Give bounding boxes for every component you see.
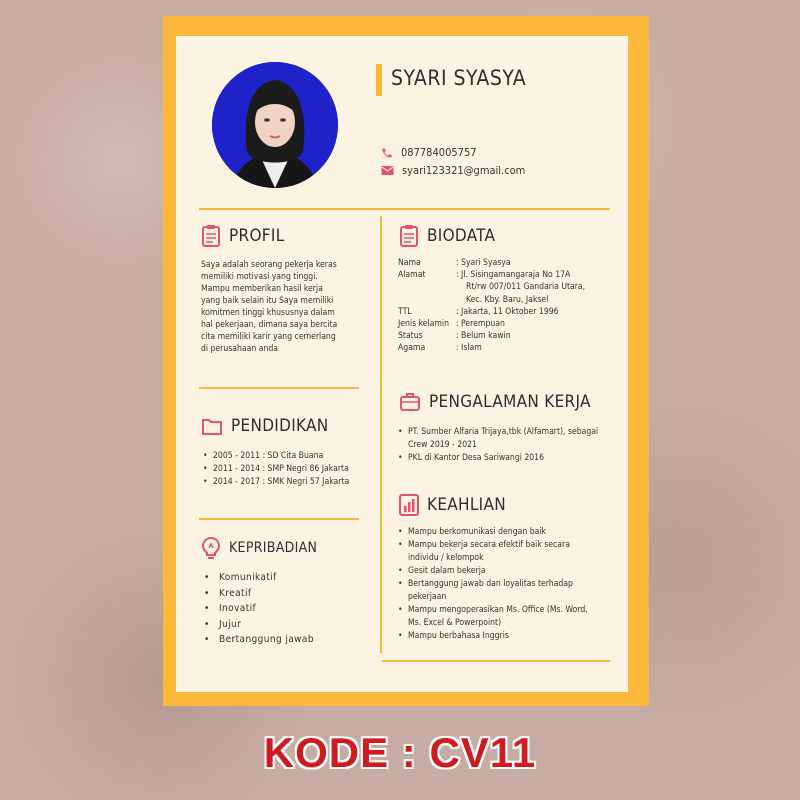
product-code: KODE : CV11 (263, 729, 537, 776)
email-contact (381, 164, 525, 177)
biodata-table (398, 257, 616, 355)
lightbulb-icon (201, 536, 221, 560)
section-kepribadian-title (201, 536, 317, 560)
section-pengalaman-title (399, 392, 591, 412)
biodata-value: : Jl. Sisingamangaraja No 17A (456, 270, 571, 281)
mail-icon (381, 165, 394, 176)
biodata-value: : Syari Syasya (456, 258, 511, 268)
biodata-key: Agama (398, 343, 426, 354)
profil-line: hal pekerjaan, dimana saya bercita (201, 320, 338, 330)
keahlian-list (398, 526, 603, 643)
profil-line: Mampu memberikan hasil kerja (201, 284, 323, 294)
name-accent-bar (376, 64, 382, 96)
biodata-value: : Perempuan (456, 319, 505, 330)
list-item: • PT. Sumber Alfaria Trijaya,tbk (Alfamart), sebagai Crew 2019 - 2021 (398, 426, 603, 452)
section-biodata-title (399, 224, 495, 248)
biodata-key: Alamat (398, 270, 426, 281)
biodata-row (398, 257, 616, 269)
phone-icon (381, 147, 393, 159)
briefcase-icon (399, 392, 421, 412)
biodata-row (398, 294, 616, 306)
biodata-key (398, 294, 456, 306)
list-item: • 2011 - 2014 : SMP Negri 86 Jakarta (203, 463, 378, 476)
footer-divider (382, 660, 610, 662)
biodata-value: Kec. Kby. Baru, Jaksel (466, 294, 549, 305)
profil-line: komitmen tinggi khususnya dalam (201, 308, 335, 318)
profil-heading: PROFIL (229, 226, 285, 246)
profil-text (201, 259, 376, 355)
pendidikan-divider (199, 518, 359, 520)
kepribadian-list (204, 570, 374, 648)
section-profil-title (201, 224, 285, 248)
biodata-key (398, 281, 456, 293)
folder-icon (201, 416, 223, 436)
biodata-row (398, 318, 616, 330)
list-item: • Bertanggung jawab dan loyalitas terhadap pekerjaan (398, 578, 603, 604)
list-item: • PKL di Kantor Desa Sariwangi 2016 (398, 452, 603, 465)
pendidikan-list (203, 450, 378, 489)
list-item: • Bertanggung jawab (204, 632, 374, 648)
profil-divider (199, 387, 359, 389)
list-item: • Mampu bekerja secara efektif baik secara individu / kelompok (398, 539, 603, 565)
profil-line: cita memiliki karir yang cemerlang (201, 332, 336, 342)
list-item: • Komunikatif (204, 570, 374, 586)
bar-chart-icon (399, 494, 419, 516)
profile-photo (212, 62, 338, 188)
list-item: • 2005 - 2011 : SD Cita Buana (203, 450, 378, 463)
header-divider (199, 208, 610, 210)
profil-line: memiliki motivasi yang tinggi. (201, 272, 318, 282)
biodata-key: Status (398, 331, 423, 342)
profil-line: yang baik selain itu Saya memiliki (201, 296, 334, 306)
list-item: • Jujur (204, 617, 374, 633)
biodata-value: : Jakarta, 11 Oktober 1996 (456, 306, 559, 317)
list-item: • 2014 - 2017 : SMK Negri 57 Jakarta (203, 476, 378, 489)
biodata-row (398, 281, 616, 293)
profil-line: di perusahaan anda (201, 344, 279, 354)
phone-contact (381, 146, 477, 159)
section-keahlian-title (399, 494, 506, 516)
column-divider (380, 216, 382, 653)
pendidikan-heading: PENDIDIKAN (231, 416, 329, 436)
clipboard-icon (399, 224, 419, 248)
list-item: • Gesit dalam bekerja (398, 565, 603, 578)
biodata-value: : Islam (456, 343, 482, 354)
list-item: • Inovatif (204, 601, 374, 617)
pengalaman-heading: PENGALAMAN KERJA (429, 392, 591, 412)
list-item: • Mampu berbahasa Inggris (398, 630, 603, 643)
biodata-key: Jenis kelamin (398, 319, 449, 330)
section-pendidikan-title (201, 416, 329, 436)
biodata-row (398, 342, 616, 354)
kepribadian-heading: KEPRIBADIAN (229, 540, 318, 556)
list-item: • Kreatif (204, 586, 374, 602)
biodata-row (398, 330, 616, 342)
biodata-heading: BIODATA (427, 226, 496, 246)
email-address: syari123321@gmail.com (402, 164, 526, 177)
biodata-value: Rt/rw 007/011 Gandaria Utara, (466, 282, 586, 293)
clipboard-icon (201, 224, 221, 248)
biodata-row (398, 269, 616, 281)
phone-number: 087784005757 (401, 146, 477, 159)
list-item: • Mampu berkomunikasi dengan baik (398, 526, 603, 539)
candidate-name: SYARI SYASYA (391, 66, 527, 90)
list-item: • Mampu mengoperasikan Ms. Office (Ms. Word, Ms. Excel & Powerpoint) (398, 604, 603, 630)
profil-line: Saya adalah seorang pekerja keras (201, 260, 337, 270)
biodata-value: : Belum kawin (456, 331, 511, 342)
keahlian-heading: KEAHLIAN (427, 495, 506, 515)
pengalaman-list (398, 426, 603, 465)
biodata-key: Nama (398, 258, 421, 268)
biodata-key: TTL (398, 306, 412, 317)
biodata-row (398, 306, 616, 318)
